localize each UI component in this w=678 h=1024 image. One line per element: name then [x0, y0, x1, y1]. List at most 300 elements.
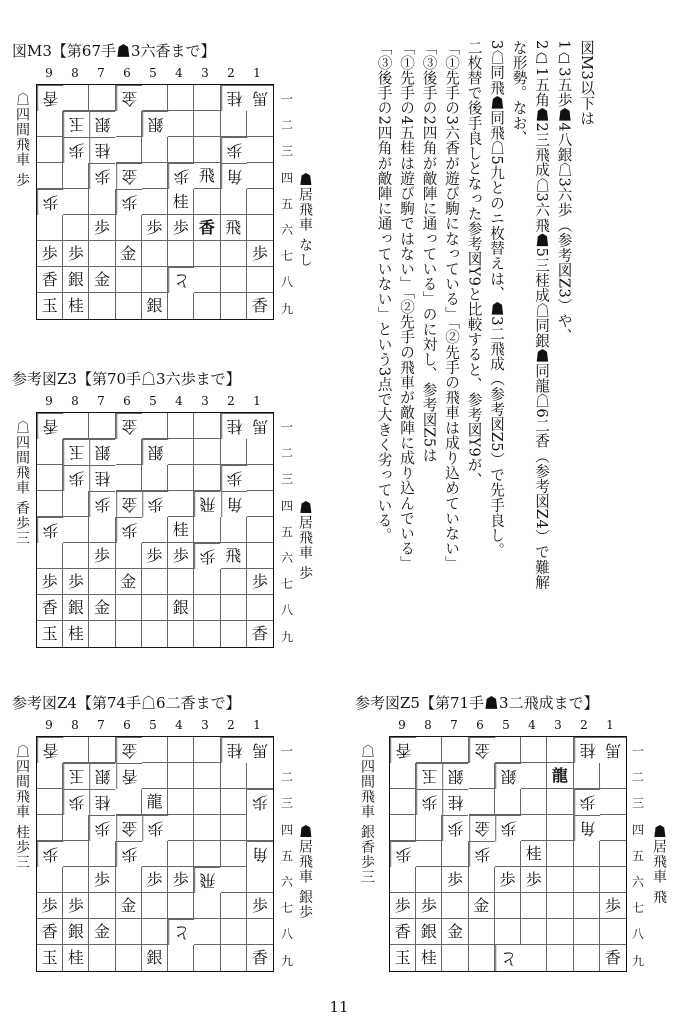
board-square: 香 [251, 948, 268, 967]
file-label: 1 [253, 394, 261, 408]
board-square: 金 [116, 737, 142, 763]
board-square [574, 867, 600, 893]
board-square [221, 517, 247, 543]
board-square: 歩 [442, 867, 468, 893]
board-square [194, 439, 220, 465]
file-label: 3 [201, 66, 209, 80]
board-square [390, 763, 416, 789]
file-label: 4 [528, 718, 536, 732]
board-square: 歩 [247, 893, 273, 919]
board-square: 桂 [221, 737, 247, 763]
board-square [521, 815, 547, 841]
board-square: 歩 [89, 543, 115, 569]
board-square [574, 893, 600, 919]
board-square [63, 413, 89, 439]
board-square: 歩 [89, 867, 115, 893]
board-square [142, 163, 168, 189]
rank-label: 五 [280, 196, 293, 211]
board-square: 金 [116, 491, 142, 517]
board-square [247, 543, 273, 569]
board-square [116, 267, 142, 293]
board-square: 飛 [194, 491, 220, 517]
rank-label: 八 [280, 275, 293, 290]
board-square [194, 293, 220, 319]
board-square [168, 439, 194, 465]
article-line: 2☖1五角☗2三飛成☖3六飛☗5三桂成☖同銀☗同龍☖6二香（参考図Z4）で難解 [533, 40, 550, 590]
board-square: 飛 [194, 163, 220, 189]
board-square [194, 413, 220, 439]
file-label: 1 [606, 718, 614, 732]
board-square [247, 517, 273, 543]
board-square [247, 815, 273, 841]
board-square [574, 919, 600, 945]
article-line: 二枚替で後手良しとなった参考図Y9と比較すると、参考図Y9が、 [465, 40, 483, 488]
board-square [168, 413, 194, 439]
board-square [194, 841, 220, 867]
board-square [89, 945, 115, 971]
file-label: 2 [227, 394, 235, 408]
board-square [168, 569, 194, 595]
board-square: 歩 [194, 543, 220, 569]
board-square: 桂 [63, 293, 89, 319]
board-square: 玉 [37, 945, 63, 971]
board-square: 歩 [495, 867, 521, 893]
board-square: 香 [37, 85, 63, 111]
board-square [521, 789, 547, 815]
board-square: 龍 [547, 763, 573, 789]
board-square: 香 [37, 919, 63, 945]
board-square [521, 893, 547, 919]
board-square [221, 919, 247, 945]
board-square [37, 763, 63, 789]
file-label: 6 [123, 66, 131, 80]
board-square: と [168, 267, 194, 293]
board-square: 桂 [63, 945, 89, 971]
board-square: 歩 [37, 841, 63, 867]
file-label: 6 [476, 718, 484, 732]
diagram-title: 参考図Z5【第71手☗3二飛成まで】 [355, 694, 599, 712]
file-label: 2 [227, 66, 235, 80]
board-square: 銀 [142, 293, 168, 319]
board-square: 金 [469, 815, 495, 841]
board-square [521, 737, 547, 763]
board-square: 香 [194, 215, 220, 241]
rank-label: 九 [280, 953, 293, 968]
board-square [142, 267, 168, 293]
rank-label: 五 [631, 848, 644, 863]
board-square [547, 945, 573, 971]
rank-label: 九 [631, 953, 644, 968]
board-square [89, 569, 115, 595]
rank-label: 五 [280, 848, 293, 863]
board-square [247, 491, 273, 517]
diagram-m3 [12, 40, 313, 330]
board-square: 歩 [89, 815, 115, 841]
board-square: 歩 [416, 789, 442, 815]
board-square: 馬 [247, 413, 273, 439]
board-square: 歩 [89, 163, 115, 189]
board-square [247, 189, 273, 215]
board-square: 角 [247, 841, 273, 867]
board-square: 金 [442, 919, 468, 945]
file-labels [36, 718, 270, 734]
board-square [194, 517, 220, 543]
board-square: 桂 [168, 189, 194, 215]
board-square [63, 215, 89, 241]
board-square: 桂 [221, 413, 247, 439]
board-square: 歩 [247, 789, 273, 815]
board-square [247, 867, 273, 893]
board-square: 歩 [442, 815, 468, 841]
board-square: 歩 [37, 517, 63, 543]
board-square [247, 919, 273, 945]
diagram-z5 [355, 692, 675, 982]
board-square: 香 [390, 919, 416, 945]
file-label: 3 [201, 394, 209, 408]
board-square [89, 293, 115, 319]
board-square: 角 [221, 163, 247, 189]
board-square [168, 621, 194, 647]
shogi-board [36, 412, 274, 648]
board-square [168, 465, 194, 491]
rank-label: 三 [280, 796, 293, 811]
board-square: 歩 [37, 241, 63, 267]
board-square: 歩 [116, 517, 142, 543]
board-square [600, 841, 626, 867]
board-square [142, 763, 168, 789]
file-label: 9 [45, 66, 53, 80]
board-square [221, 945, 247, 971]
board-square [416, 841, 442, 867]
board-square [168, 241, 194, 267]
board-square: 歩 [168, 867, 194, 893]
board-square [142, 621, 168, 647]
board-square: 玉 [63, 439, 89, 465]
rank-label: 七 [280, 249, 293, 264]
gote-hand: ☖四間飛車 香歩三 [14, 420, 30, 546]
board-square: 桂 [89, 789, 115, 815]
board-square [495, 841, 521, 867]
board-square [221, 893, 247, 919]
board-square: 香 [37, 413, 63, 439]
board-square: 金 [116, 163, 142, 189]
board-square [495, 737, 521, 763]
board-square: 飛 [221, 543, 247, 569]
rank-label: 六 [280, 551, 293, 565]
board-square [194, 945, 220, 971]
board-square [574, 841, 600, 867]
board-square [442, 737, 468, 763]
board-square [142, 841, 168, 867]
board-square: 香 [390, 737, 416, 763]
board-square [63, 815, 89, 841]
board-square: と [168, 919, 194, 945]
board-square [142, 137, 168, 163]
file-label: 6 [123, 718, 131, 732]
board-square [194, 621, 220, 647]
board-square [194, 815, 220, 841]
board-square [116, 621, 142, 647]
board-square [247, 111, 273, 137]
board-square [469, 763, 495, 789]
rank-label: 八 [280, 927, 293, 942]
shogi-board [36, 736, 274, 972]
board-square [221, 789, 247, 815]
board-square [89, 85, 115, 111]
article-line: な形勢。なお、 [510, 40, 528, 146]
board-square: 金 [116, 815, 142, 841]
board-square [247, 763, 273, 789]
board-square [116, 867, 142, 893]
board-square [600, 815, 626, 841]
board-square [37, 815, 63, 841]
file-labels [36, 394, 270, 410]
board-square [63, 85, 89, 111]
board-square [469, 867, 495, 893]
board-square [547, 893, 573, 919]
board-square [194, 919, 220, 945]
board-square: 金 [469, 737, 495, 763]
board-square [168, 111, 194, 137]
file-label: 7 [97, 718, 105, 732]
board-square: 桂 [521, 841, 547, 867]
rank-label: 二 [280, 118, 293, 133]
file-label: 5 [149, 718, 157, 732]
board-square [416, 737, 442, 763]
board-square [221, 569, 247, 595]
board-square [142, 465, 168, 491]
board-square [194, 137, 220, 163]
board-square [416, 867, 442, 893]
rank-label: 四 [631, 822, 644, 837]
rank-label: 三 [280, 144, 293, 159]
board-square: 銀 [495, 763, 521, 789]
board-square: 歩 [142, 215, 168, 241]
board-square [194, 789, 220, 815]
board-square [194, 267, 220, 293]
board-square [63, 491, 89, 517]
diagram-z4 [12, 692, 313, 982]
file-label: 5 [149, 394, 157, 408]
rank-label: 六 [280, 875, 293, 889]
article-heading: 図M3以下は [578, 40, 595, 126]
board-square [247, 163, 273, 189]
board-square [116, 293, 142, 319]
board-square [221, 621, 247, 647]
board-square: 銀 [168, 595, 194, 621]
board-square: 歩 [247, 569, 273, 595]
board-square: 歩 [37, 893, 63, 919]
board-square [194, 189, 220, 215]
board-square: 香 [37, 737, 63, 763]
board-square [142, 737, 168, 763]
rank-label: 九 [280, 301, 293, 316]
board-square [390, 815, 416, 841]
file-label: 9 [398, 718, 406, 732]
file-label: 3 [554, 718, 562, 732]
rank-label: 一 [280, 420, 293, 434]
file-label: 2 [227, 718, 235, 732]
board-square [37, 789, 63, 815]
board-square [442, 841, 468, 867]
board-square: 歩 [37, 189, 63, 215]
board-square: 玉 [63, 763, 89, 789]
file-label: 8 [71, 394, 79, 408]
board-square: 角 [574, 815, 600, 841]
rank-label: 七 [280, 577, 293, 592]
board-square [168, 815, 194, 841]
board-square [116, 465, 142, 491]
board-square [600, 763, 626, 789]
rank-label: 二 [631, 770, 644, 785]
board-square: 歩 [221, 465, 247, 491]
board-square [547, 867, 573, 893]
board-square: 角 [221, 491, 247, 517]
board-square: 桂 [168, 517, 194, 543]
rank-label: 八 [280, 603, 293, 618]
board-square [168, 737, 194, 763]
board-square [89, 621, 115, 647]
board-square: 金 [116, 893, 142, 919]
file-label: 8 [71, 718, 79, 732]
board-square [221, 241, 247, 267]
board-square [63, 517, 89, 543]
rank-label: 六 [280, 223, 293, 237]
rank-label: 一 [280, 92, 293, 106]
shogi-board [36, 84, 274, 320]
board-square: 歩 [116, 189, 142, 215]
rank-label: 一 [280, 744, 293, 758]
file-label: 7 [450, 718, 458, 732]
board-square [89, 189, 115, 215]
board-square [89, 737, 115, 763]
article-line: 「①先手の3六香が遊び駒になっている」「②先手の飛車は成り込めていない」 [443, 40, 460, 571]
board-square: 銀 [89, 439, 115, 465]
board-square [547, 841, 573, 867]
board-square [63, 163, 89, 189]
board-square [495, 919, 521, 945]
board-square: 歩 [168, 215, 194, 241]
board-square: 金 [89, 919, 115, 945]
gote-hand: ☖四間飛車 歩 [14, 92, 30, 188]
board-square: 歩 [168, 543, 194, 569]
board-square: 歩 [63, 789, 89, 815]
board-square [63, 189, 89, 215]
board-square [116, 111, 142, 137]
board-square: 桂 [574, 737, 600, 763]
diagram-title: 参考図Z4【第74手☖6二香まで】 [12, 694, 241, 712]
board-square: 玉 [390, 945, 416, 971]
board-square [221, 439, 247, 465]
board-square: 歩 [142, 491, 168, 517]
board-square: 歩 [116, 841, 142, 867]
file-label: 5 [502, 718, 510, 732]
file-labels [389, 718, 623, 734]
file-label: 4 [175, 394, 183, 408]
board-square [168, 85, 194, 111]
board-square: 歩 [142, 867, 168, 893]
article-text [372, 40, 607, 640]
file-label: 4 [175, 66, 183, 80]
sente-hand: ☗居飛車 銀歩 [297, 824, 313, 920]
board-square [63, 841, 89, 867]
board-square [247, 267, 273, 293]
rank-labels [280, 412, 294, 648]
board-square [37, 491, 63, 517]
rank-label: 三 [631, 796, 644, 811]
board-square: 桂 [89, 465, 115, 491]
board-square: 金 [89, 595, 115, 621]
board-square [168, 763, 194, 789]
board-square [142, 413, 168, 439]
board-square: 歩 [574, 789, 600, 815]
board-square [116, 595, 142, 621]
board-square [221, 815, 247, 841]
file-label: 8 [424, 718, 432, 732]
board-square: 金 [116, 569, 142, 595]
board-square [416, 815, 442, 841]
board-square [194, 85, 220, 111]
board-square [168, 491, 194, 517]
board-square: 香 [37, 267, 63, 293]
file-label: 3 [201, 718, 209, 732]
board-square: 銀 [416, 919, 442, 945]
sente-hand: ☗居飛車 なし [297, 172, 313, 268]
board-square [495, 893, 521, 919]
board-square [221, 763, 247, 789]
rank-label: 四 [280, 822, 293, 837]
board-square [37, 543, 63, 569]
board-square: 桂 [63, 621, 89, 647]
board-square: 歩 [221, 137, 247, 163]
board-square: 銀 [142, 439, 168, 465]
file-label: 6 [123, 394, 131, 408]
board-square: 馬 [247, 737, 273, 763]
rank-label: 三 [280, 472, 293, 487]
board-square: 龍 [142, 789, 168, 815]
board-square [116, 543, 142, 569]
board-square: 馬 [247, 85, 273, 111]
board-square: 歩 [142, 815, 168, 841]
board-square [221, 595, 247, 621]
board-square [574, 945, 600, 971]
board-square [116, 945, 142, 971]
rank-labels [280, 84, 294, 320]
board-square [142, 189, 168, 215]
board-square [221, 189, 247, 215]
board-square [390, 789, 416, 815]
board-square [442, 945, 468, 971]
board-square [168, 841, 194, 867]
shogi-board [389, 736, 627, 972]
board-square [194, 465, 220, 491]
board-square [37, 439, 63, 465]
diagram-title: 図M3【第67手☗3六香まで】 [12, 42, 216, 60]
board-square [194, 763, 220, 789]
board-square [547, 815, 573, 841]
board-square [442, 893, 468, 919]
board-square [247, 439, 273, 465]
board-square [221, 293, 247, 319]
sente-hand: ☗居飛車 飛 [651, 824, 667, 905]
board-square [469, 945, 495, 971]
board-square: 馬 [600, 737, 626, 763]
board-square: 歩 [63, 569, 89, 595]
board-square: 歩 [469, 841, 495, 867]
board-square [37, 215, 63, 241]
board-square [168, 137, 194, 163]
board-square [547, 737, 573, 763]
